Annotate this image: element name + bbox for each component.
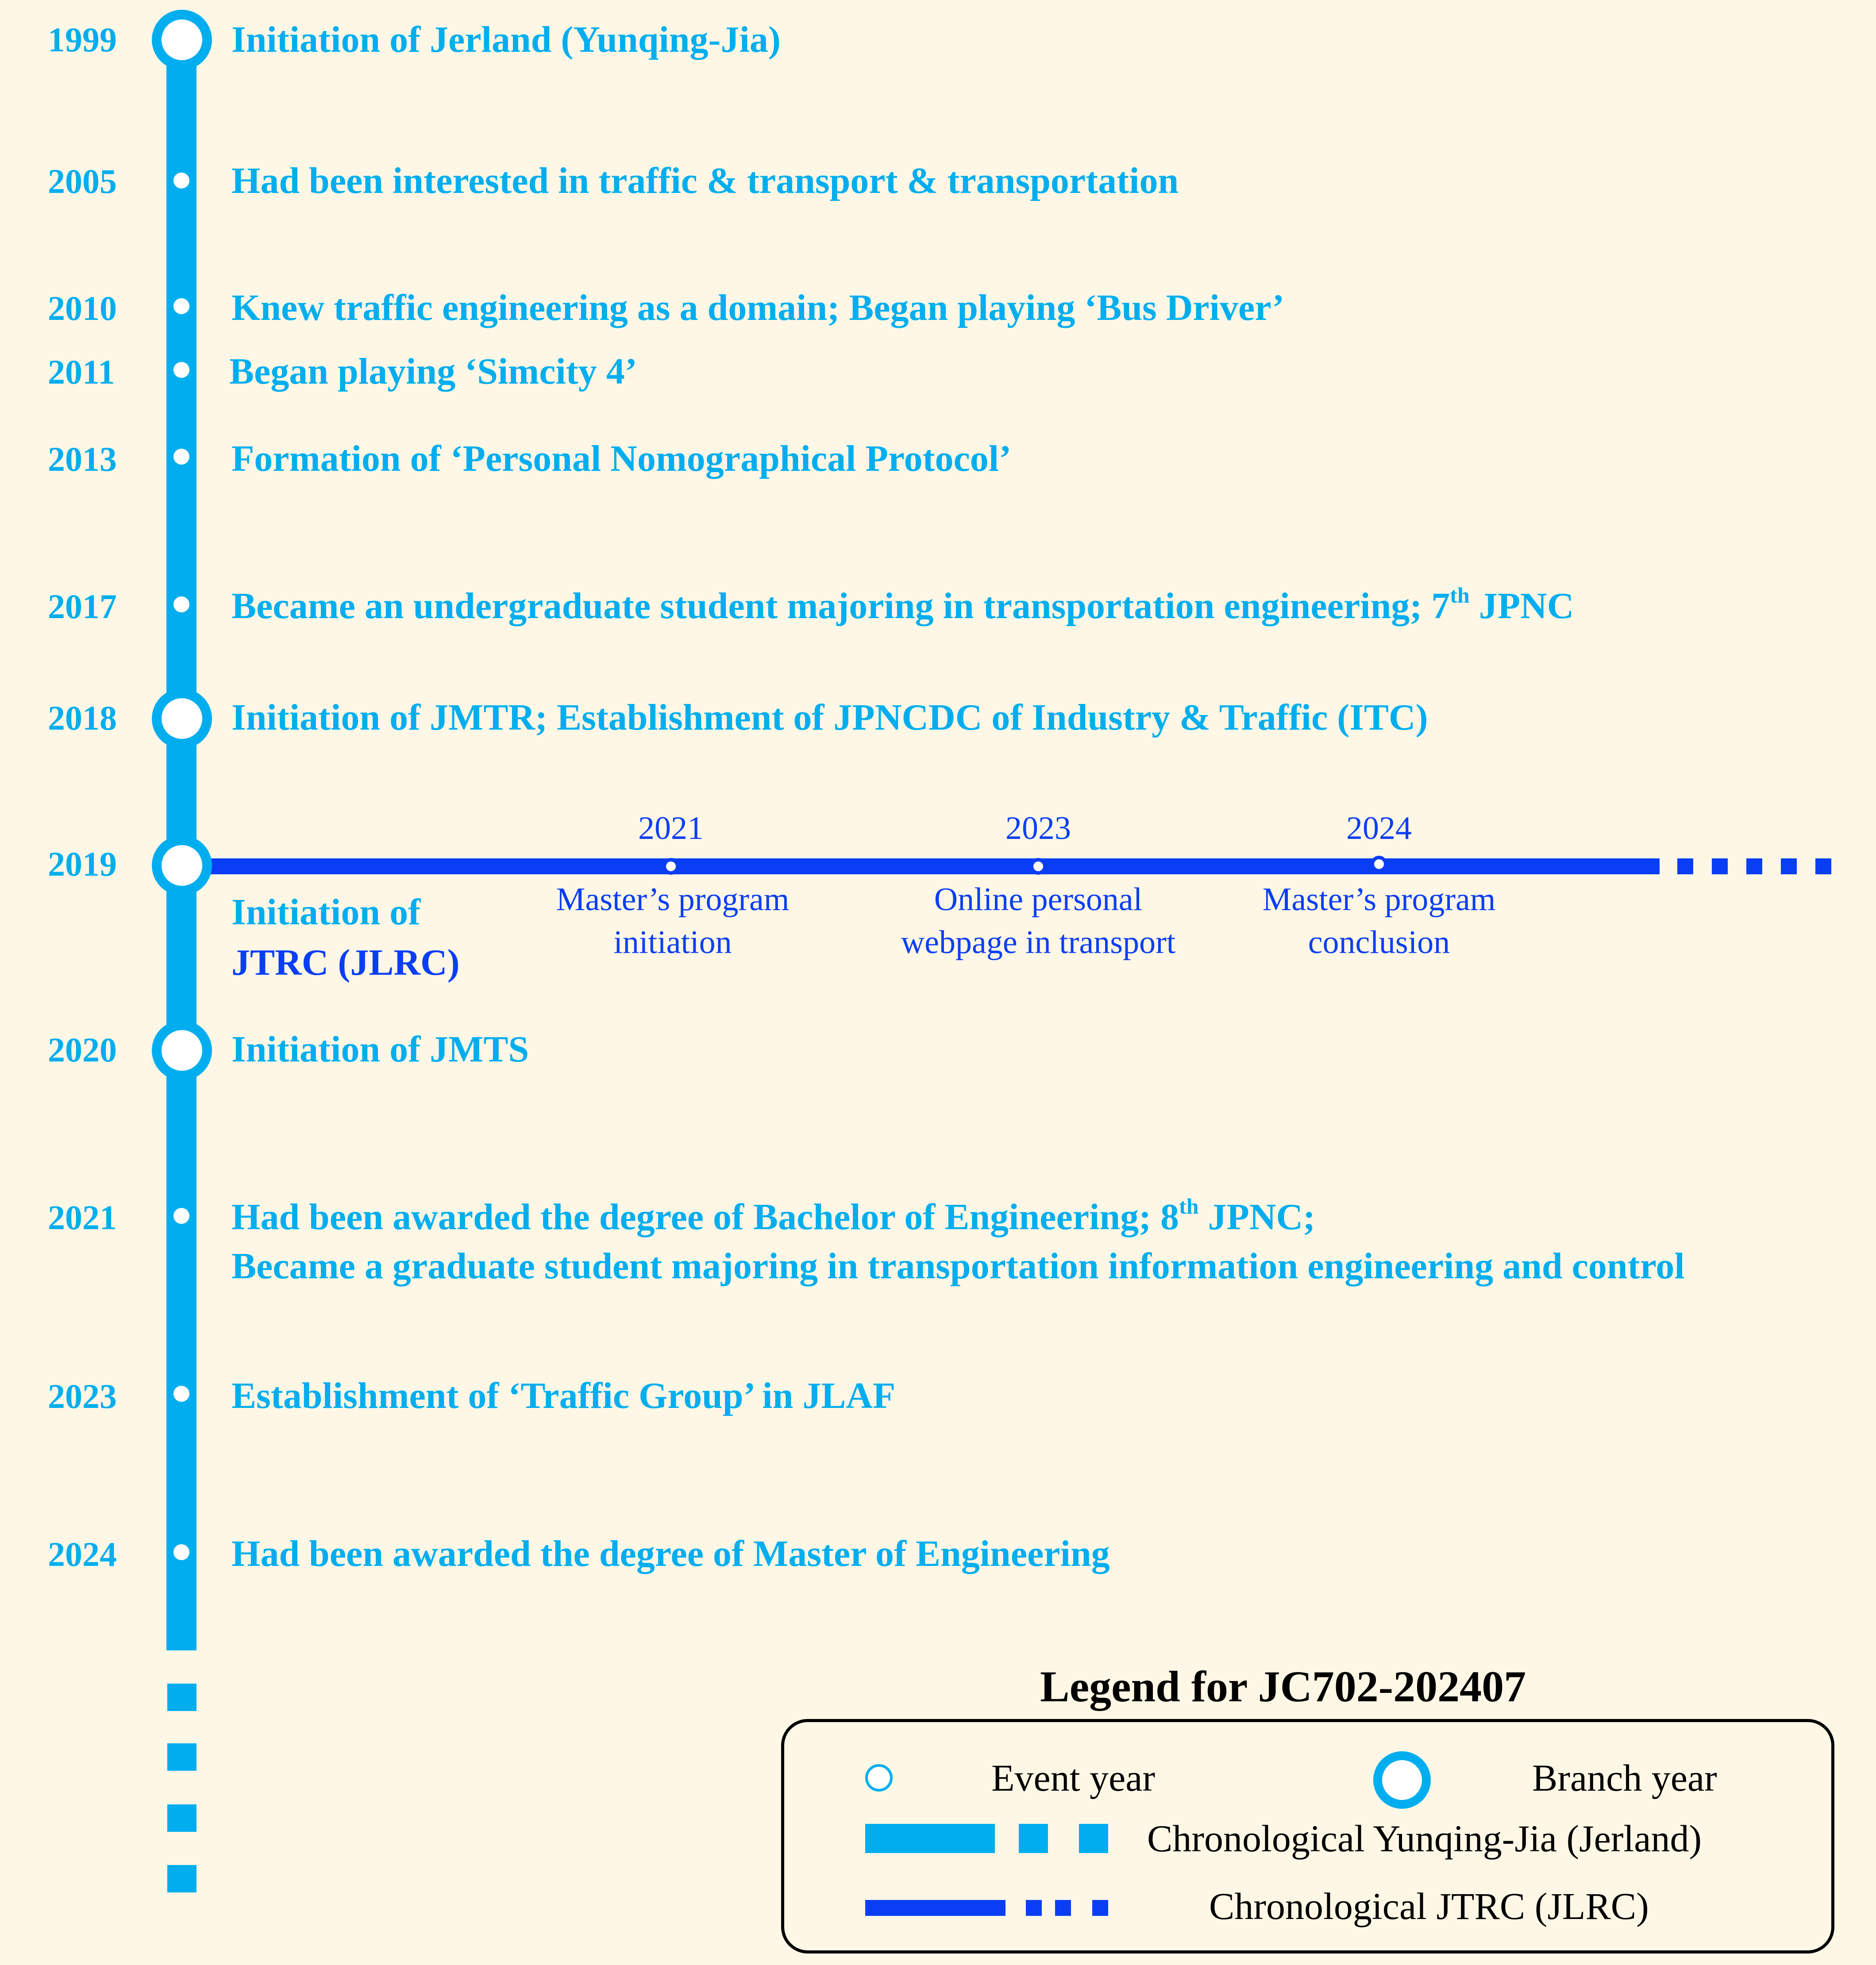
timeline-year: 2010 bbox=[48, 289, 117, 327]
legend-jtrc-dash-sample bbox=[1092, 1900, 1108, 1916]
timeline-event: Initiation of JMTR; Establishment of JPNCDC of Industry & Traffic (ITC) bbox=[231, 697, 1428, 738]
jtrc-dash bbox=[1712, 858, 1728, 874]
legend-jerland-line-sample bbox=[865, 1824, 995, 1853]
timeline-year: 2018 bbox=[48, 699, 117, 737]
legend-jtrc-label: Chronological JTRC (JLRC) bbox=[1209, 1885, 1649, 1927]
timeline-year: 1999 bbox=[48, 20, 117, 59]
timeline-event: Initiation of JMTS bbox=[231, 1029, 529, 1070]
event-year-marker bbox=[171, 446, 192, 467]
branch-year-marker bbox=[152, 688, 212, 749]
jtrc-milestone-desc: Online personal bbox=[934, 881, 1143, 918]
jtrc-dash bbox=[1677, 858, 1693, 874]
timeline-year: 2005 bbox=[48, 162, 117, 200]
jtrc-milestone-desc: initiation bbox=[613, 924, 732, 961]
event-year-marker bbox=[171, 594, 192, 615]
event-year-marker bbox=[171, 1383, 192, 1404]
legend-branch-year-label: Branch year bbox=[1532, 1757, 1717, 1799]
timeline-event: Had been interested in traffic & transport & transportation bbox=[231, 160, 1179, 201]
jerland-dash bbox=[167, 1865, 196, 1892]
jtrc-milestone-year: 2023 bbox=[1005, 810, 1071, 846]
timeline-event bbox=[231, 582, 1574, 630]
jtrc-milestone-desc: webpage in transport bbox=[901, 924, 1176, 961]
timeline-event: Initiation of Jerland (Yunqing-Jia) bbox=[231, 19, 781, 60]
event-text-tail: JPNC bbox=[1469, 585, 1574, 627]
timeline-year: 2019 bbox=[48, 845, 117, 883]
jtrc-milestone-year: 2024 bbox=[1346, 810, 1412, 846]
branch-year-marker bbox=[152, 1020, 212, 1081]
legend-jerland-dash-sample bbox=[1019, 1824, 1048, 1853]
timeline-event-line2: Became a graduate student majoring in transportation information engineering and control bbox=[231, 1246, 1685, 1287]
timeline-year: 2023 bbox=[48, 1377, 117, 1415]
jtrc-milestone-desc: Master’s program bbox=[556, 881, 790, 918]
event-year-marker bbox=[171, 170, 192, 191]
event-text: Became an undergraduate student majoring in transportation engineering; 7 bbox=[231, 585, 1450, 627]
timeline-event: Knew traffic engineering as a domain; Began playing ‘Bus Driver’ bbox=[231, 287, 1285, 328]
timeline-year: 2024 bbox=[48, 1535, 117, 1573]
jtrc-dash bbox=[1746, 858, 1762, 874]
ordinal-suffix: th bbox=[1179, 1194, 1199, 1219]
timeline-year: 2011 bbox=[48, 353, 115, 391]
jerland-dash bbox=[167, 1684, 196, 1711]
legend-jtrc-line-sample bbox=[865, 1900, 1005, 1916]
legend-jtrc-dash-sample bbox=[1026, 1900, 1042, 1916]
event-year-marker bbox=[171, 359, 192, 381]
jtrc-event-marker bbox=[663, 858, 679, 875]
jtrc-initiation-line1: Initiation of bbox=[231, 892, 421, 933]
event-year-marker bbox=[171, 1205, 192, 1227]
event-text: Had been awarded the degree of Bachelor of Engineering; 8 bbox=[231, 1196, 1179, 1238]
timeline-event: Began playing ‘Simcity 4’ bbox=[229, 351, 637, 392]
jtrc-initiation-line2: JTRC (JLRC) bbox=[231, 942, 460, 983]
event-text-tail: JPNC; bbox=[1198, 1196, 1316, 1238]
event-year-marker bbox=[171, 296, 192, 317]
jtrc-dash bbox=[1815, 858, 1831, 874]
timeline-year: 2017 bbox=[48, 587, 117, 626]
timeline-event: Had been awarded the degree of Master of Engineering bbox=[231, 1533, 1110, 1574]
jtrc-event-marker bbox=[1371, 856, 1387, 873]
timeline-year: 2020 bbox=[48, 1031, 117, 1069]
legend-jtrc-dash-sample bbox=[1055, 1900, 1071, 1916]
jerland-dash bbox=[167, 1804, 196, 1832]
legend-event-marker bbox=[865, 1764, 893, 1792]
timeline-event bbox=[231, 1193, 1315, 1241]
timeline-year: 2021 bbox=[48, 1198, 117, 1237]
jerland-dash bbox=[167, 1743, 196, 1771]
legend-event-year-label: Event year bbox=[991, 1757, 1156, 1799]
branch-year-marker bbox=[152, 10, 212, 70]
jtrc-event-marker bbox=[1030, 858, 1047, 875]
event-year-marker bbox=[171, 1542, 192, 1563]
legend-jerland-dash-sample bbox=[1079, 1824, 1108, 1853]
timeline-event: Establishment of ‘Traffic Group’ in JLAF bbox=[231, 1375, 896, 1416]
jtrc-milestone-desc: Master’s program bbox=[1262, 881, 1496, 918]
branch-year-marker bbox=[152, 835, 212, 896]
jtrc-dash bbox=[1781, 858, 1797, 874]
legend-jerland-label: Chronological Yunqing-Jia (Jerland) bbox=[1147, 1817, 1702, 1860]
jtrc-branch-line bbox=[195, 858, 1660, 874]
timeline-year: 2013 bbox=[48, 440, 117, 478]
timeline-event: Formation of ‘Personal Nomographical Protocol’ bbox=[231, 438, 1012, 479]
legend-branch-marker bbox=[1373, 1751, 1431, 1809]
ordinal-suffix: th bbox=[1450, 583, 1470, 608]
jtrc-milestone-desc: conclusion bbox=[1308, 924, 1450, 961]
legend-title: Legend for JC702-202407 bbox=[1040, 1662, 1526, 1711]
jtrc-milestone-year: 2021 bbox=[638, 810, 704, 846]
